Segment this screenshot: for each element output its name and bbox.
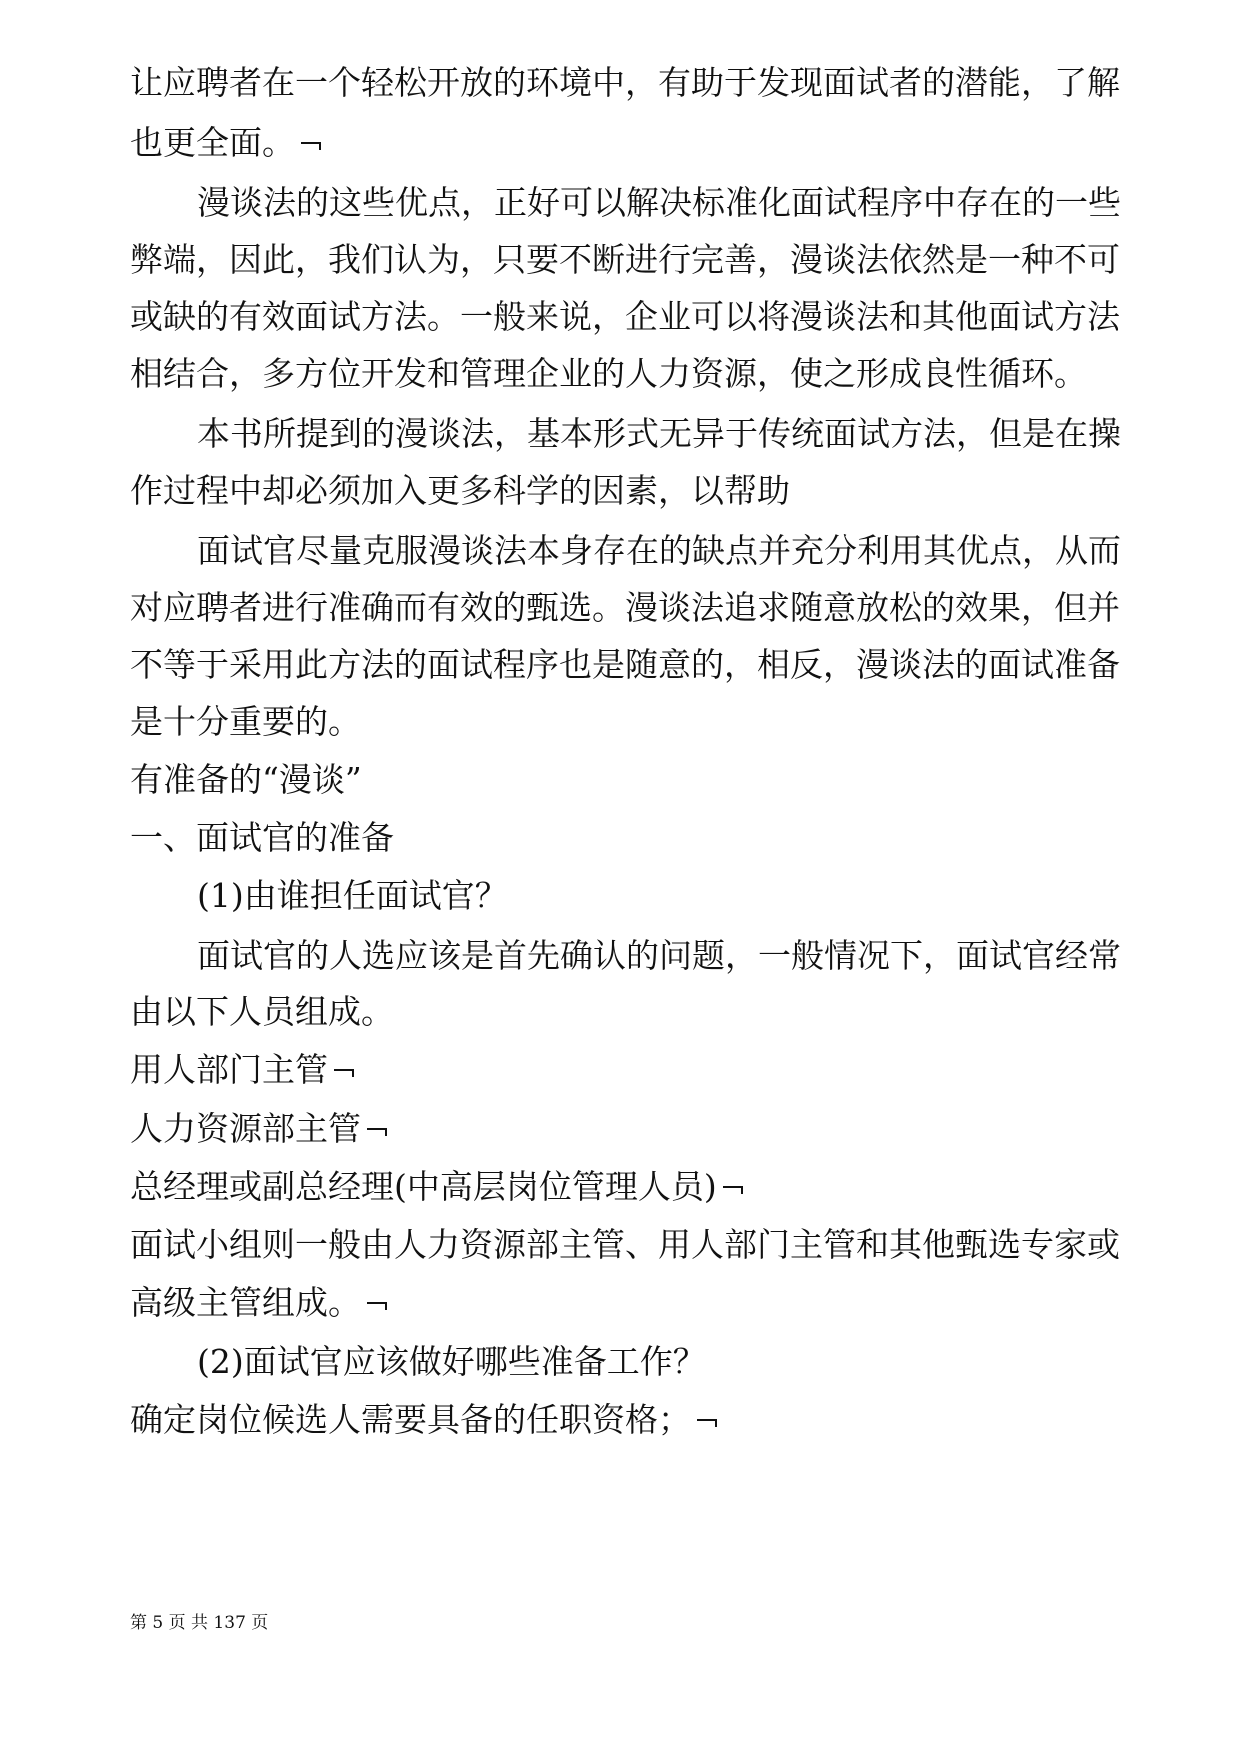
text-line: 面试官尽量克服漫谈法本身存在的缺点并充分利用其优点，从而 xyxy=(197,531,1121,570)
text-line: 面试小组则一般由人力资源部主管、用人部门主管和其他甄选专家或 xyxy=(130,1225,1120,1264)
text-line-with-mark xyxy=(130,1400,719,1440)
text-line: 漫谈法的这些优点，正好可以解决标准化面试程序中存在的一些 xyxy=(197,183,1121,222)
text-line: 高级主管组成。 xyxy=(130,1283,361,1322)
page-footer: 第 5 页 共 137 页 xyxy=(130,1613,269,1633)
text-line-with-mark xyxy=(130,1050,356,1090)
list-item: 用人部门主管 xyxy=(130,1050,328,1089)
text-line: 作过程中却必须加入更多科学的因素，以帮助 xyxy=(130,471,790,510)
paragraph-mark-icon xyxy=(367,1299,389,1311)
list-item: 总经理或副总经理(中高层岗位管理人员) xyxy=(130,1167,717,1206)
section-heading: 一、面试官的准备 xyxy=(130,818,394,857)
text-line: 或缺的有效面试方法。一般来说，企业可以将漫谈法和其他面试方法 xyxy=(130,297,1120,336)
text-line: 让应聘者在一个轻松开放的环境中，有助于发现面试者的潜能，了解 xyxy=(130,63,1120,102)
text-line: 不等于采用此方法的面试程序也是随意的，相反，漫谈法的面试准备 xyxy=(130,645,1120,684)
text-line: 由以下人员组成。 xyxy=(130,992,394,1031)
text-line: 也更全面。 xyxy=(130,123,295,162)
subsection-heading: (1)由谁担任面试官？ xyxy=(197,876,508,915)
text-line: 相结合，多方位开发和管理企业的人力资源，使之形成良性循环。 xyxy=(130,354,1087,393)
subsection-heading: (2)面试官应该做好哪些准备工作？ xyxy=(197,1342,706,1381)
list-item: 确定岗位候选人需要具备的任职资格； xyxy=(130,1400,691,1439)
paragraph-mark-icon xyxy=(301,139,323,151)
text-line: 有准备的“漫谈” xyxy=(130,760,362,799)
text-line-with-mark xyxy=(130,123,323,163)
text-line-with-mark xyxy=(130,1167,745,1207)
paragraph-mark-icon xyxy=(697,1416,719,1428)
paragraph-mark-icon xyxy=(723,1183,745,1195)
text-line: 对应聘者进行准确而有效的甄选。漫谈法追求随意放松的效果，但并 xyxy=(130,588,1120,627)
paragraph-mark-icon xyxy=(367,1125,389,1137)
text-line: 本书所提到的漫谈法，基本形式无异于传统面试方法，但是在操 xyxy=(197,414,1121,453)
list-item: 人力资源部主管 xyxy=(130,1109,361,1148)
text-line-with-mark xyxy=(130,1283,389,1323)
text-line-with-mark xyxy=(130,1109,389,1149)
text-line: 是十分重要的。 xyxy=(130,702,361,741)
text-line: 面试官的人选应该是首先确认的问题，一般情况下，面试官经常 xyxy=(197,936,1121,975)
paragraph-mark-icon xyxy=(334,1066,356,1078)
text-line: 弊端，因此，我们认为，只要不断进行完善，漫谈法依然是一种不可 xyxy=(130,240,1120,279)
